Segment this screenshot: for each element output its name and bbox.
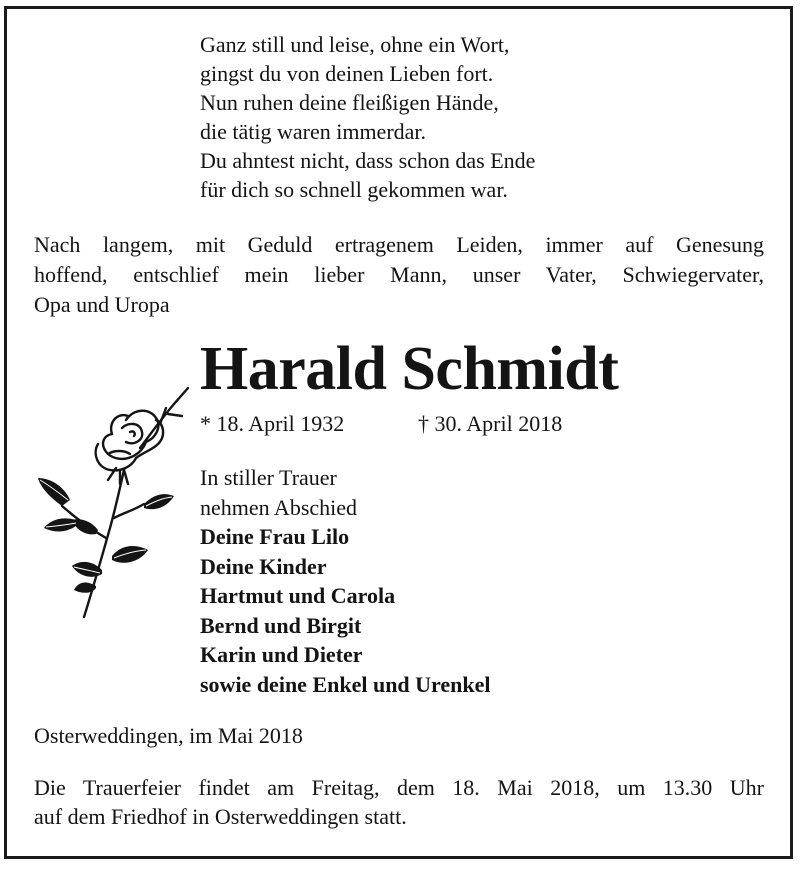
mourner-name: Karin und Dieter [200, 642, 363, 667]
announcement-line: Nach langem, mit Geduld ertragenem Leiden, immer auf Genesung [34, 232, 764, 257]
poem-line: die tätig waren immerdar. [200, 119, 427, 144]
ceremony-line: Die Trauerfeier findet am Freitag, dem 18. Mai 2018, um 13.30 Uhr [34, 775, 764, 800]
memorial-poem [200, 30, 535, 204]
birth-date: * 18. April 1932 [200, 411, 345, 436]
poem-line: Du ahntest nicht, dass schon das Ende [200, 148, 536, 173]
poem-line: Ganz still und leise, ohne ein Wort, [200, 32, 510, 57]
mourner-name: Bernd und Birgit [200, 612, 362, 638]
mourners-list [200, 463, 491, 699]
mourners-intro-line: nehmen Abschied [200, 494, 358, 520]
announcement-line: Opa und Uropa [34, 292, 170, 317]
deceased-name: Harald Schmidt [200, 335, 619, 403]
death-announcement-text [34, 230, 764, 320]
mourner-name: sowie deine Enkel und Urenkel [200, 671, 491, 697]
mourners-intro-line: In stiller Trauer [200, 465, 337, 490]
poem-line: für dich so schnell gekommen war. [200, 177, 508, 202]
place-and-date: Osterweddingen, im Mai 2018 [34, 723, 303, 748]
announcement-line: hoffend, entschlief mein lieber Mann, unser Vater, Schwiegervater, [34, 262, 764, 287]
ceremony-line: auf dem Friedhof in Osterweddingen statt. [34, 804, 407, 829]
death-date: † 30. April 2018 [418, 411, 563, 436]
poem-line: Nun ruhen deine fleißigen Hände, [200, 90, 499, 115]
mourner-name: Deine Kinder [200, 553, 327, 579]
mourner-name: Deine Frau Lilo [200, 524, 350, 549]
mourner-name: Hartmut und Carola [200, 583, 396, 608]
funeral-service-info [34, 773, 764, 831]
rose-icon [36, 380, 196, 620]
poem-line: gingst du von deinen Lieben fort. [200, 61, 494, 86]
